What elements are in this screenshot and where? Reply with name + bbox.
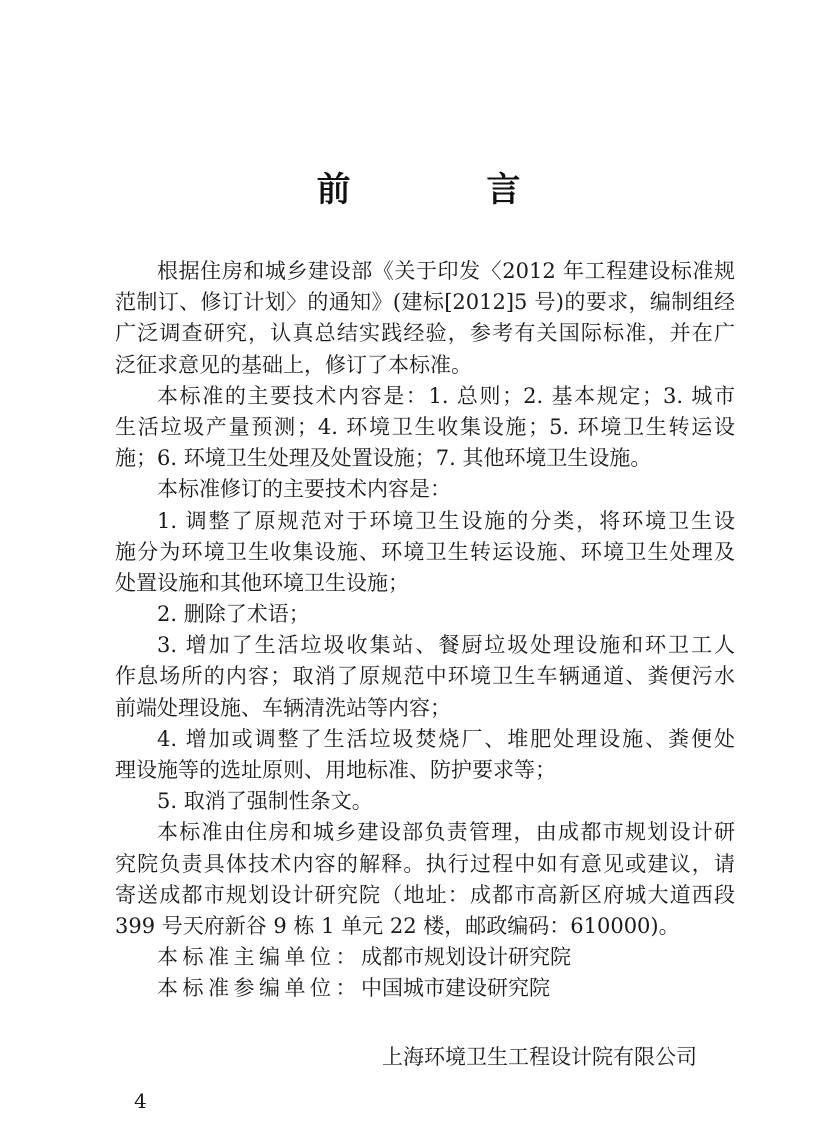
text-line: 2. 删除了术语； xyxy=(157,602,310,627)
text-line: 范制订、修订计划〉的通知》(建标[2012]5 号)的要求，编制组经 xyxy=(115,290,735,315)
text-line: 处置设施和其他环境卫生设施； xyxy=(115,570,409,595)
chief-editor-org: 成都市规划设计研究院 xyxy=(361,945,571,970)
text-line: 本标准由住房和城乡建设部负责管理，由成都市规划设计研 xyxy=(157,820,735,845)
text-line: 理设施等的选址原则、用地标准、防护要求等； xyxy=(115,758,556,782)
participating-editor-line xyxy=(115,973,735,1004)
text-line: 本标准的主要技术内容是：1. 总则；2. 基本规定；3. 城市 xyxy=(157,383,735,408)
text-line: 399 号天府新谷 9 栋 1 单元 22 楼，邮政编码：610000)。 xyxy=(115,913,680,938)
text-line: 施分为环境卫生收集设施、环境卫生转运设施、环境卫生处理及 xyxy=(115,539,735,564)
page-title: 前 言 xyxy=(316,170,583,210)
text-line: 前端处理设施、车辆清洗站等内容； xyxy=(115,695,451,720)
text-line: 4. 增加或调整了生活垃圾焚烧厂、堆肥处理设施、粪便处 xyxy=(157,726,735,751)
participating-editor-org-1: 中国城市建设研究院 xyxy=(361,976,550,1001)
text-line: 生活垃圾产量预测；4. 环境卫生收集设施；5. 环境卫生转运设 xyxy=(115,414,735,439)
text-line: 本标准修订的主要技术内容是： xyxy=(157,477,451,502)
chief-editor-label: 本标准主编单位： xyxy=(157,945,361,970)
page-number: 4 xyxy=(134,1089,147,1113)
participating-editor-org-2: 上海环境卫生工程设计院有限公司 xyxy=(382,1045,697,1069)
text-line: 施；6. 环境卫生处理及处置设施；7. 其他环境卫生设施。 xyxy=(115,446,652,471)
chief-editor-line xyxy=(115,942,735,973)
text-line: 根据住房和城乡建设部《关于印发〈2012 年工程建设标准规 xyxy=(157,259,735,283)
text-line: 5. 取消了强制性条文。 xyxy=(157,789,373,814)
participating-editor-label: 本标准参编单位： xyxy=(157,976,361,1001)
text-line: 究院负责具体技术内容的解释。执行过程中如有意见或建议，请 xyxy=(115,851,735,876)
text-line: 寄送成都市规划设计研究院（地址：成都市高新区府城大道西段 xyxy=(115,882,735,907)
text-line: 1. 调整了原规范对于环境卫生设施的分类，将环境卫生设 xyxy=(157,508,735,533)
text-line: 广泛调查研究，认真总结实践经验，参考有关国际标准，并在广 xyxy=(115,321,735,346)
preface-body xyxy=(115,256,735,1005)
text-line: 泛征求意见的基础上，修订了本标准。 xyxy=(115,352,472,377)
text-line: 3. 增加了生活垃圾收集站、餐厨垃圾处理设施和环卫工人 xyxy=(157,633,735,658)
text-line: 作息场所的内容；取消了原规范中环境卫生车辆通道、粪便污水 xyxy=(115,664,735,689)
